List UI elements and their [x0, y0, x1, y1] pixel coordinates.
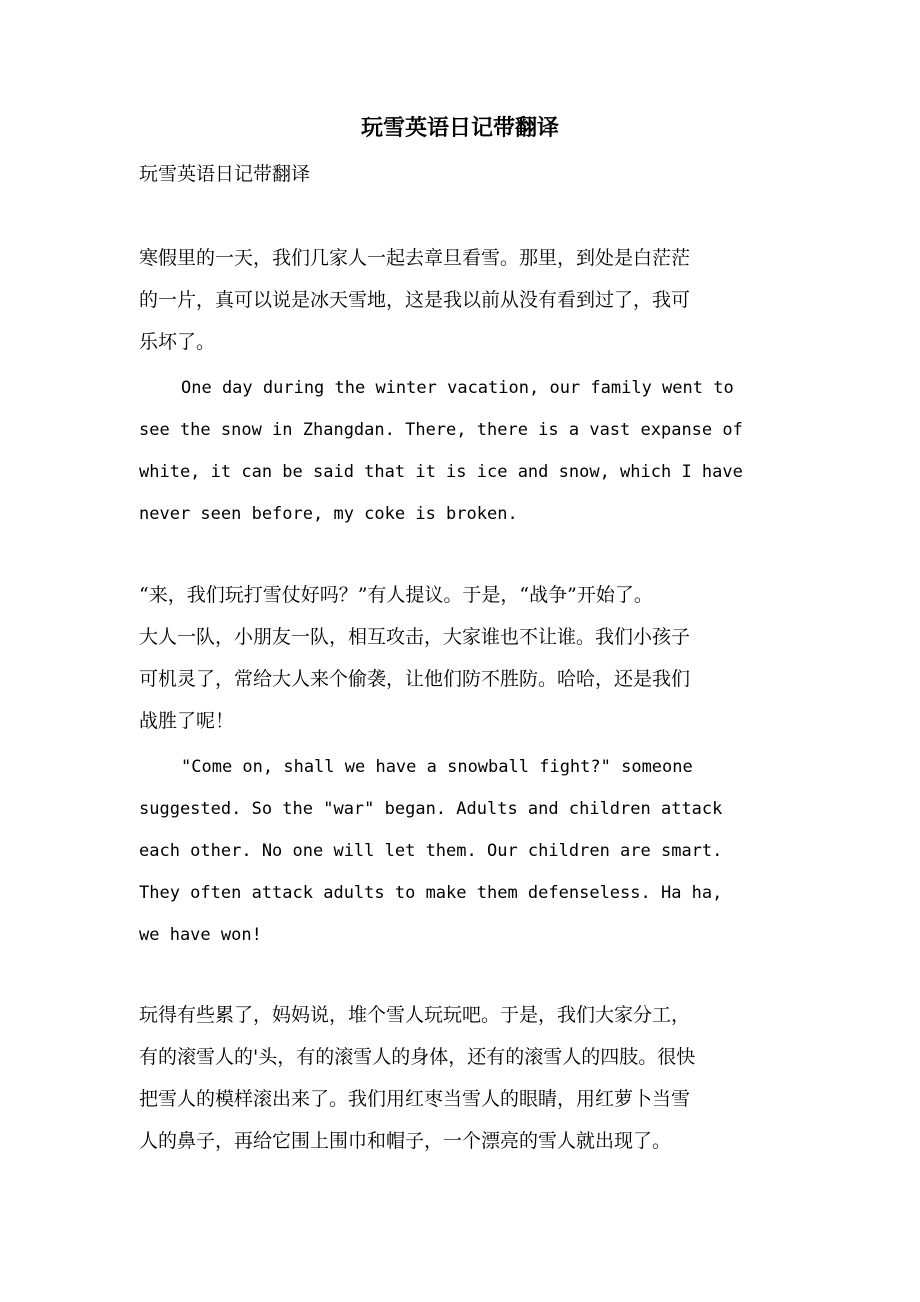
text-line: see the snow in Zhangdan. There, there is a vast expanse of — [139, 420, 743, 440]
text-line: 有的滚雪人的'头，有的滚雪人的身体，还有的滚雪人的四肢。很快 — [139, 1046, 696, 1068]
document-subtitle: 玩雪英语日记带翻译 — [139, 163, 311, 185]
text-line: 人的鼻子，再给它围上围巾和帽子，一个漂亮的雪人就出现了。 — [139, 1130, 672, 1152]
text-line: 玩得有些累了，妈妈说，堆个雪人玩玩吧。于是，我们大家分工， — [139, 1004, 691, 1026]
text-line: never seen before, my coke is broken. — [139, 504, 518, 524]
text-line: 的一片，真可以说是冰天雪地，这是我以前从没有看到过了，我可 — [139, 289, 691, 311]
text-line: 大人一队，小朋友一队，相互攻击，大家谁也不让谁。我们小孩子 — [139, 626, 691, 648]
text-line: we have won! — [139, 925, 262, 945]
text-line: 战胜了呢！ — [139, 710, 235, 732]
text-line: One day during the winter vacation, our family went to — [181, 378, 734, 398]
text-line: 可机灵了，常给大人来个偷袭，让他们防不胜防。哈哈，还是我们 — [139, 668, 691, 690]
text-line: 寒假里的一天，我们几家人一起去章旦看雪。那里，到处是白茫茫 — [139, 247, 691, 269]
text-line: They often attack adults to make them defenseless. Ha ha, — [139, 883, 723, 903]
paragraph-chinese-1 — [139, 237, 781, 363]
paragraph-chinese-2 — [139, 574, 781, 742]
text-line: "Come on, shall we have a snowball fight?" someone — [181, 757, 693, 777]
text-line: suggested. So the "war" began. Adults and children attack — [139, 799, 723, 819]
text-line: 把雪人的模样滚出来了。我们用红枣当雪人的眼睛，用红萝卜当雪 — [139, 1088, 691, 1110]
paragraph-chinese-3 — [139, 994, 781, 1162]
document-title: 玩雪英语日记带翻译 — [360, 115, 559, 141]
text-line: each other. No one will let them. Our children are smart. — [139, 841, 723, 861]
text-line: “来，我们玩打雪仗好吗？”有人提议。于是，“战争”开始了。 — [139, 584, 653, 606]
paragraph-english-2 — [139, 746, 781, 956]
text-line: 乐坏了。 — [139, 331, 216, 353]
text-line: white, it can be said that it is ice and snow, which I have — [139, 462, 743, 482]
paragraph-english-1 — [139, 367, 781, 535]
